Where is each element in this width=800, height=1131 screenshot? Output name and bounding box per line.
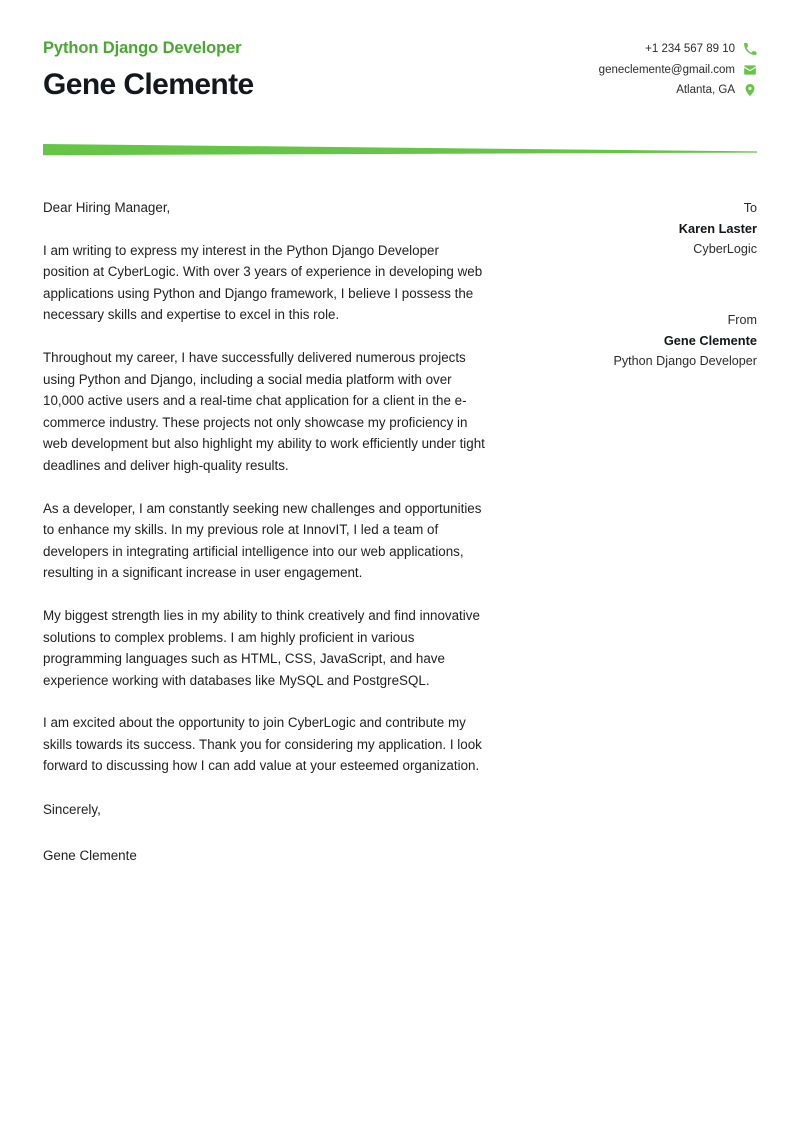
location-pin-icon xyxy=(743,83,757,97)
accent-divider xyxy=(43,142,757,158)
document-header xyxy=(43,38,757,118)
letter-paragraph-1: I am writing to express my interest in the Python Django Developer position at CyberLogic. With over 3 years of experience in developing web applications using Python and Django framework, I believe I possess the necessary skills and expertise to excel in this role. xyxy=(43,242,483,323)
contact-location-text: Atlanta, GA xyxy=(676,84,735,96)
phone-icon xyxy=(743,42,757,56)
contact-item-email[interactable] xyxy=(599,63,757,77)
recipient-organization: CyberLogic xyxy=(693,241,757,256)
recipient-sender-panel xyxy=(527,199,757,371)
letter-paragraph-4: My biggest strength lies in my ability to think creatively and find innovative solutions to complex problems. I am highly proficient in various programming languages such as HTML, CSS, JavaScript, and have experience working with databases like MySQL and PostgreSQL. xyxy=(43,607,480,688)
letter-body xyxy=(43,197,485,866)
letter-paragraph-2: Throughout my career, I have successfully delivered numerous projects using Python and Django, including a social media platform with over 10,000 active users and a real-time chat application for a client in the e-commerce industry. These projects not only showcase my proficiency in web development but also highlight my ability to work efficiently under tight deadlines and deliver high-quality results. xyxy=(43,349,485,473)
header-identity xyxy=(43,38,254,103)
sender-label: From xyxy=(727,313,757,327)
sender-name: Gene Clemente xyxy=(663,333,757,348)
sender-role: Python Django Developer xyxy=(613,353,757,368)
contact-email-text: geneclemente@gmail.com xyxy=(598,63,735,76)
envelope-icon xyxy=(743,63,757,77)
letter-salutation: Dear Hiring Manager, xyxy=(43,200,171,215)
recipient-name: Karen Laster xyxy=(678,221,757,236)
sender-block xyxy=(527,311,757,371)
contact-item-location[interactable] xyxy=(676,83,757,97)
header-full-name: Gene Clemente xyxy=(43,68,254,101)
contact-item-phone[interactable] xyxy=(645,42,757,56)
letter-closing: Sincerely, xyxy=(43,802,101,818)
contact-list xyxy=(599,42,757,97)
letter-signature: Gene Clemente xyxy=(43,847,137,863)
recipient-block xyxy=(527,199,757,259)
contact-phone-text: +1 234 567 89 10 xyxy=(645,43,735,55)
recipient-label: To xyxy=(743,201,757,215)
accent-divider-shape xyxy=(43,142,757,158)
letter-paragraph-5: I am excited about the opportunity to join CyberLogic and contribute my skills towards its success. Thank you for considering my application. I look forward to discussing how I can add value at your esteemed organization. xyxy=(43,715,482,774)
header-job-title: Python Django Developer xyxy=(43,39,242,57)
letter-paragraph-3: As a developer, I am constantly seeking new challenges and opportunities to enhance my skills. In my previous role at InnovIT, I led a team of developers in integrating artificial intelligence into our web applications, resulting in a significant increase in user engagement. xyxy=(43,500,482,581)
